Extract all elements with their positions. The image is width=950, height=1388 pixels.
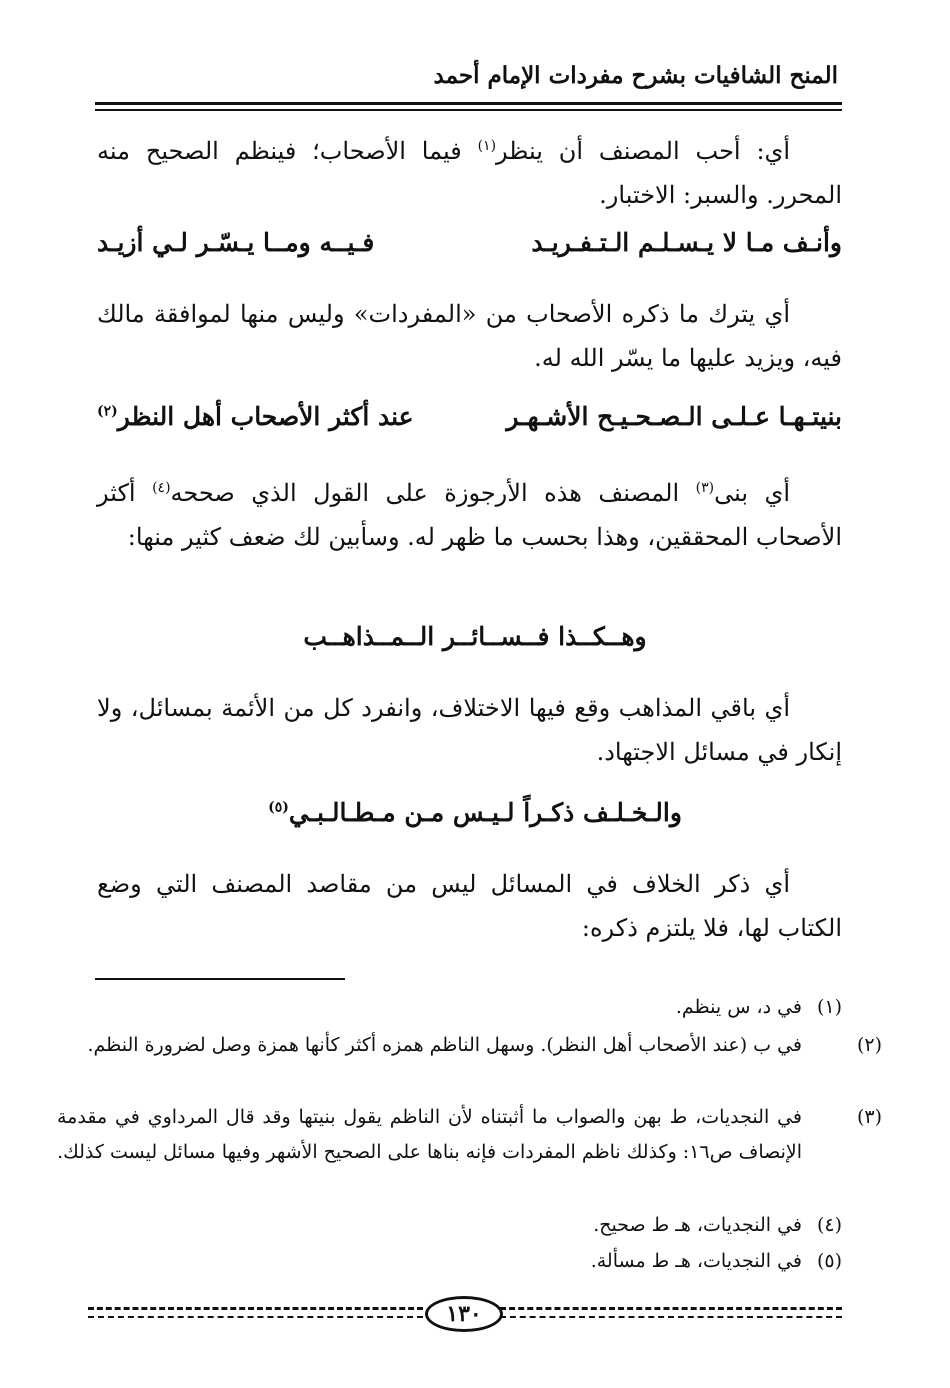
- footnote-5-text: في النجديات، هـ ط مسألة.: [590, 1250, 802, 1272]
- paragraph-1-text: أي: أحب المصنف أن ينظر: [496, 137, 790, 165]
- footnote-5-number: (٥): [816, 1250, 842, 1272]
- paragraph-1-text-after: فيما الأصحاب؛ فينظم الصحيح منه المحرر. والسبر: الاختبار.: [97, 137, 842, 209]
- running-title: المنح الشافيات بشرح مفردات الإمام أحمد: [433, 62, 838, 89]
- paragraph-4: [97, 686, 842, 774]
- footnote-ref-2: (٢): [97, 403, 118, 420]
- verse-2-second-hemistich: [97, 402, 414, 431]
- footnote-3-number: (٣): [856, 1106, 882, 1128]
- paragraph-5: [97, 862, 842, 950]
- footnote-3: [57, 1100, 882, 1170]
- footer-dashed-rule-left: [88, 1307, 423, 1310]
- verse-3-text: وهــكــذا فــســائــر الــمــذاهــب: [303, 622, 647, 651]
- footnote-2-text: في ب (عند الأصحاب أهل النظر). وسهل الناظم همزه أكثر كأنها همزة وصل لضرورة النظم.: [87, 1034, 802, 1056]
- verse-2: [97, 402, 842, 431]
- page-number: ١٣٠: [425, 1296, 503, 1332]
- footer-dashed-rule-left-lower: [88, 1316, 423, 1318]
- footnote-4-number: (٤): [816, 1214, 842, 1236]
- footer-dashed-rule-right: [500, 1307, 842, 1310]
- footnote-ref-3: (٣): [695, 480, 715, 496]
- footnote-4-text: في النجديات، هـ ط صحيح.: [593, 1214, 802, 1236]
- header-rule-thin: [95, 109, 842, 111]
- verse-4: [0, 798, 950, 827]
- footnote-5: [97, 1244, 842, 1279]
- footnote-1-text: في د، س ينظم.: [675, 996, 802, 1018]
- paragraph-5-text: أي ذكر الخلاف في المسائل ليس من مقاصد المصنف التي وضع الكتاب لها، فلا يلتزم ذكره:: [97, 870, 842, 942]
- verse-4-text: والـخـلـف ذكـراً لـيـس مـن مـطـالـبـي: [288, 798, 682, 827]
- footnote-1-number: (١): [816, 996, 842, 1018]
- verse-2-second-text: عند أكثر الأصحاب أهل النظر: [117, 402, 414, 431]
- paragraph-3: [97, 466, 842, 559]
- paragraph-3-text-b: المصنف هذه الأرجوزة على القول الذي صححه: [170, 479, 696, 507]
- footnote-2: [57, 1028, 882, 1063]
- footnote-ref-5: (٥): [268, 799, 289, 816]
- paragraph-4-text: أي باقي المذاهب وقع فيها الاختلاف، وانفرد كل من الأئمة بمسائل، ولا إنكار في مسائل الاجتهاد.: [97, 694, 842, 766]
- paragraph-2-text: أي يترك ما ذكره الأصحاب من «المفردات» وليس منها لموافقة مالك فيه، ويزيد عليها ما يسّر الله له.: [97, 300, 842, 372]
- verse-1-second-hemistich: فـيــه ومــا يـسّـر لـي أزيـد: [97, 228, 375, 257]
- verse-1: [97, 228, 842, 257]
- footnote-ref-1: (١): [477, 138, 497, 154]
- paragraph-2: [97, 292, 842, 380]
- paragraph-1: [97, 124, 842, 217]
- footnote-separator: [95, 978, 345, 980]
- verse-3: [0, 622, 950, 651]
- footer-dashed-rule-right-lower: [500, 1316, 842, 1318]
- footnote-ref-4: (٤): [152, 480, 171, 496]
- footnote-3-text: في النجديات، ط بهن والصواب ما أثبتناه لأن الناظم يقول بنيتها وقد قال المرداوي في مقدمة الإنصاف ص١٦: وكذلك ناظم المفردات فإنه بناها على الصحيح الأشهر وفيها مسائل ليست كذلك.: [57, 1106, 802, 1163]
- paragraph-3-text-a: أي بنى: [714, 479, 790, 507]
- verse-2-first-hemistich: بنيتـهـا عـلـى الـصـحـيـح الأشـهـر: [506, 402, 842, 431]
- paragraph-3-text-c: أكثر الأصحاب المحققين، وهذا بحسب ما ظهر له. وسأبين لك ضعف كثير منها:: [97, 479, 842, 551]
- verse-1-first-hemistich: وأنـف مـا لا يـسـلـم الـتـفـريـد: [531, 228, 842, 257]
- header-rule-thick: [95, 102, 842, 105]
- footnote-2-number: (٢): [856, 1034, 882, 1056]
- footnote-4: [97, 1208, 842, 1243]
- footnote-1: [97, 990, 842, 1025]
